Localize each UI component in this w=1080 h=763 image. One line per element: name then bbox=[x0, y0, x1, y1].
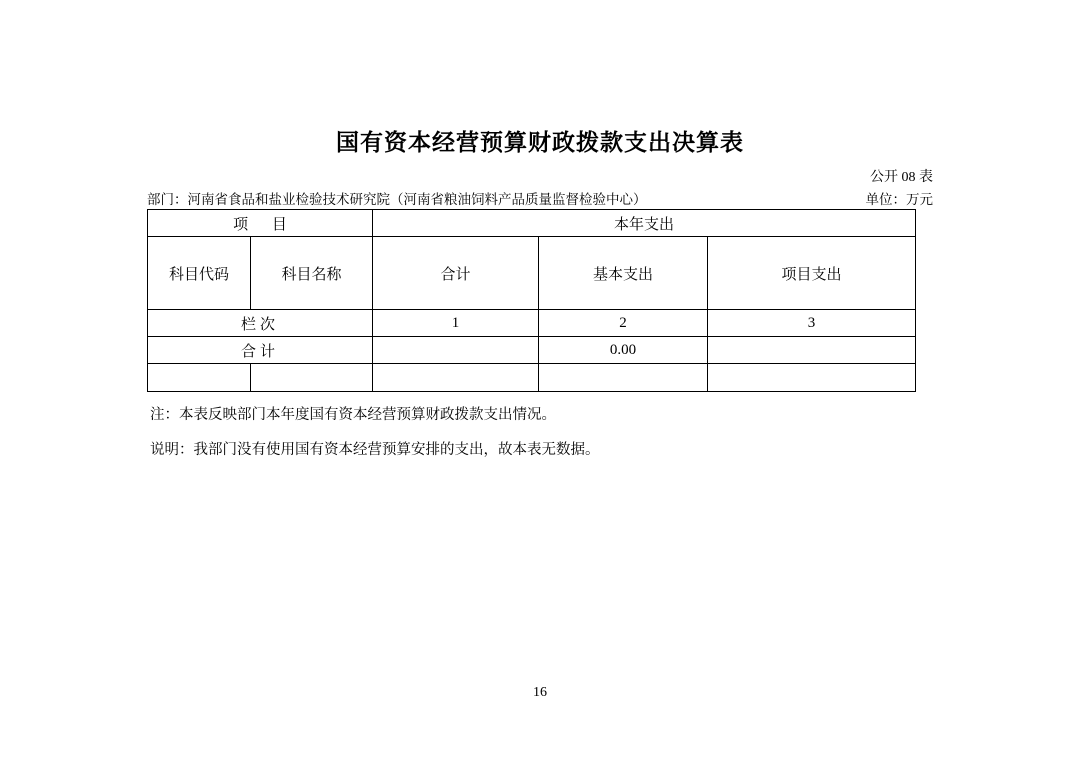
department-name: 河南省食品和盐业检验技术研究院（河南省粮油饲料产品质量监督检验中心） bbox=[187, 192, 647, 207]
department-info bbox=[147, 188, 647, 208]
table-note: 注：本表反映部门本年度国有资本经营预算财政拨款支出情况。 bbox=[150, 407, 556, 423]
department-label: 部门： bbox=[147, 192, 188, 207]
unit-label: 单位：万元 bbox=[865, 192, 933, 207]
blank-row-code bbox=[148, 364, 251, 392]
table-row bbox=[148, 364, 916, 392]
budget-table bbox=[147, 209, 916, 392]
total-row-total bbox=[373, 337, 539, 364]
table-explanation: 说明：我部门没有使用国有资本经营预算安排的支出，故本表无数据。 bbox=[150, 442, 600, 458]
total-row-project bbox=[708, 337, 916, 364]
total-row-basic: 0.00 bbox=[539, 337, 708, 364]
header-total: 合计 bbox=[373, 237, 539, 310]
header-current-year: 本年支出 bbox=[373, 210, 916, 237]
page-number: 16 bbox=[533, 685, 547, 700]
header-item-group: 项 目 bbox=[148, 210, 373, 237]
blank-row-basic bbox=[539, 364, 708, 392]
blank-row-total bbox=[373, 364, 539, 392]
header-project-expenditure: 项目支出 bbox=[708, 237, 916, 310]
column-index-2: 2 bbox=[539, 310, 708, 337]
table-header-top-row bbox=[148, 210, 916, 237]
header-subject-name: 科目名称 bbox=[251, 237, 373, 310]
header-basic-expenditure: 基本支出 bbox=[539, 237, 708, 310]
blank-row-project bbox=[708, 364, 916, 392]
document-meta bbox=[147, 188, 933, 208]
table-column-index-row bbox=[148, 310, 916, 337]
page-title: 国有资本经营预算财政拨款支出决算表 bbox=[336, 130, 744, 155]
table-header-sub-row bbox=[148, 237, 916, 310]
column-index-label: 栏次 bbox=[148, 310, 373, 337]
blank-row-name bbox=[251, 364, 373, 392]
column-index-1: 1 bbox=[373, 310, 539, 337]
column-index-3: 3 bbox=[708, 310, 916, 337]
table-total-row bbox=[148, 337, 916, 364]
sheet-number: 公开 08 表 bbox=[870, 170, 933, 185]
header-subject-code: 科目代码 bbox=[148, 237, 251, 310]
total-row-label: 合计 bbox=[148, 337, 373, 364]
